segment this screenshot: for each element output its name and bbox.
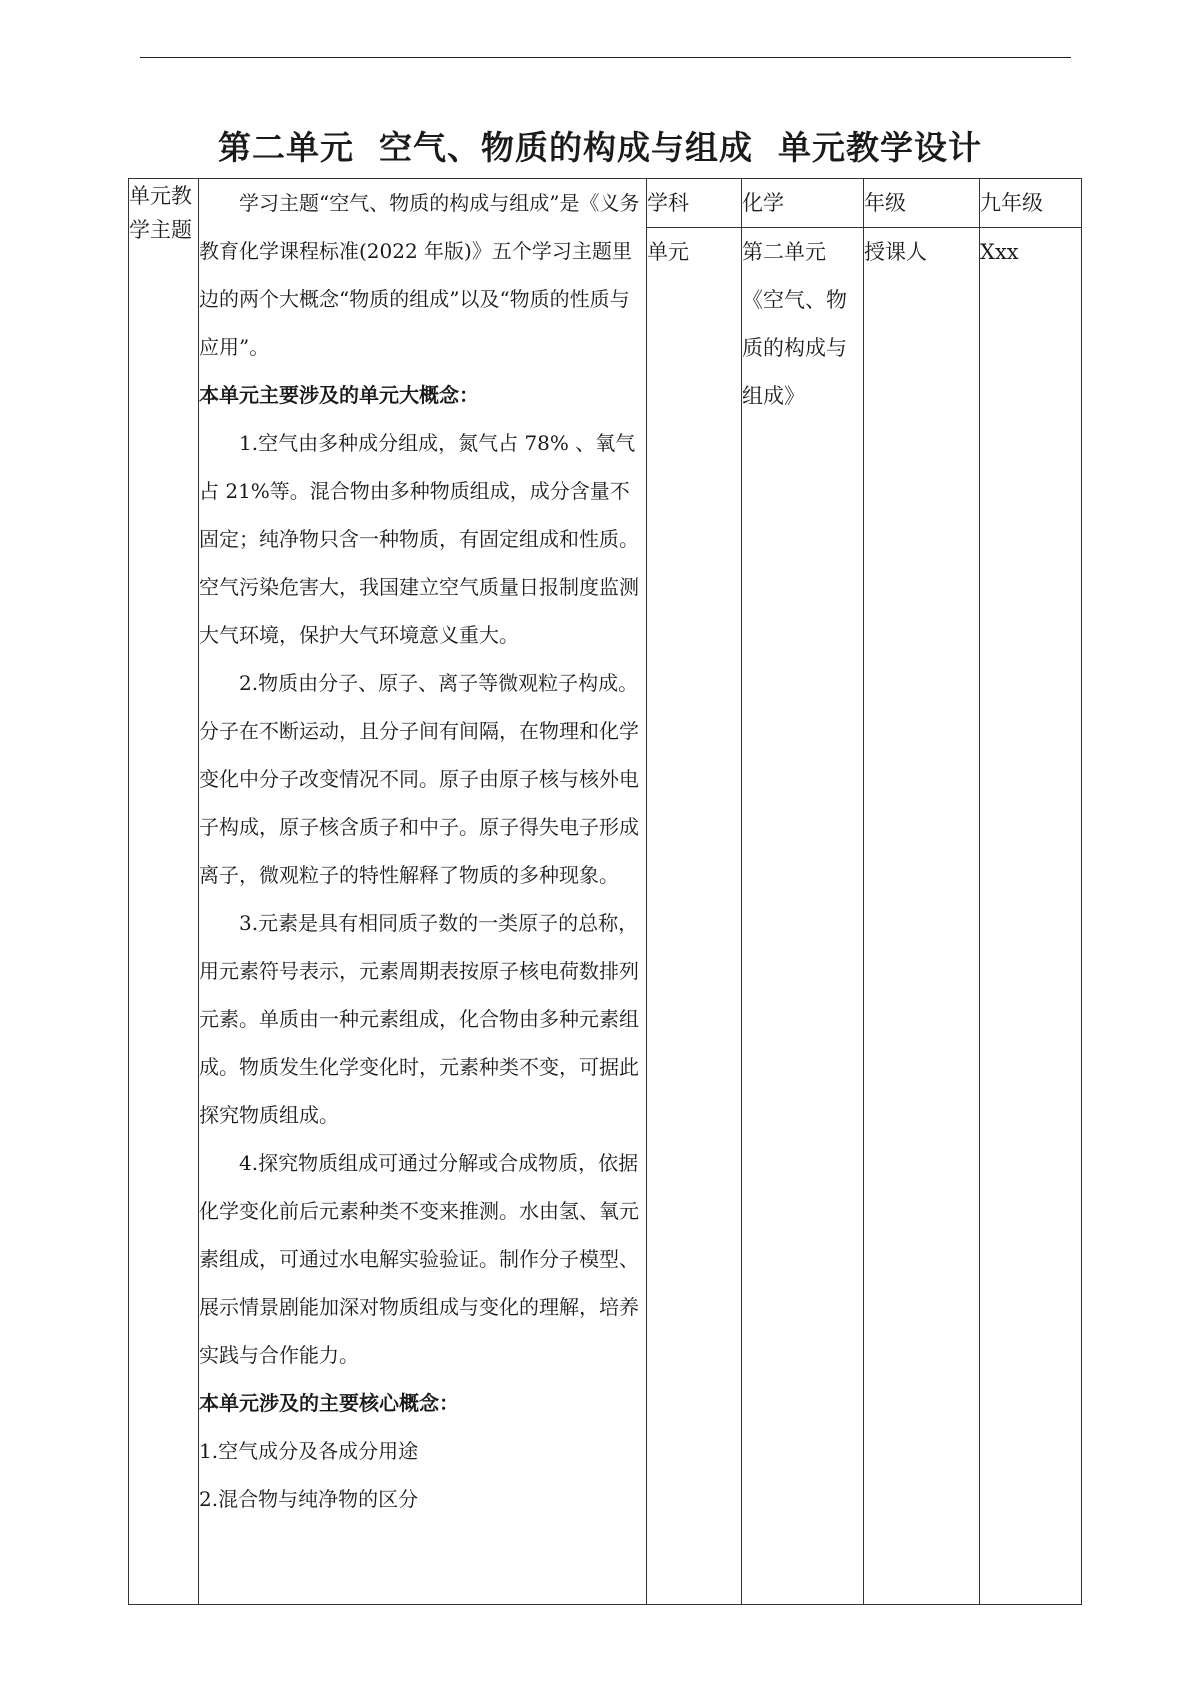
subject-label: 学科 <box>647 179 742 228</box>
core-concept-item: 1.空气成分及各成分用途 <box>199 1439 419 1463</box>
row-label: 单元教学主题 <box>129 184 192 242</box>
big-concept-item: 2.物质由分子、原子、离子等微观粒子构成。分子在不断运动，且分子间有间隔，在物理和化学变化中分子改变情况不同。原子由原子核与核外电子构成，原子核含质子和中子。原子得失电子形成离子，微观粒子的特性解释了物质的多种现象。 <box>199 671 639 887</box>
big-concept-item: 1.空气由多种成分组成，氮气占 78% 、氧气占 21%等。混合物由多种物质组成，成分含量不固定；纯净物只含一种物质，有固定组成和性质。空气污染危害大，我国建立空气质量日报制度监测大气环境，保护大气环境意义重大。 <box>199 431 639 647</box>
core-concept-item: 2.混合物与纯净物的区分 <box>199 1487 419 1511</box>
big-concept-item: 3.元素是具有相同质子数的一类原子的总称，用元素符号表示，元素周期表按原子核电荷数排列元素。单质由一种元素组成，化合物由多种元素组成。物质发生化学变化时，元素种类不变，可据此探究物质组成。 <box>199 911 639 1127</box>
unit-label: 单元 <box>647 228 742 1605</box>
unit-value: 第二单元《空气、物质的构成与组成》 <box>742 228 864 1605</box>
content-cell <box>199 179 647 1605</box>
document-title: 第二单元 空气、物质的构成与组成 单元教学设计 <box>218 128 982 167</box>
subject-value: 化学 <box>742 179 864 228</box>
intro-paragraph: 学习主题“空气、物质的构成与组成”是《义务教育化学课程标准(2022 年版)》五个学习主题里边的两个大概念“物质的组成”以及“物质的性质与应用”。 <box>199 191 640 359</box>
teacher-value: Xxx <box>980 228 1082 1605</box>
big-concept-item: 4.探究物质组成可通过分解或合成物质，依据化学变化前后元素种类不变来推测。水由氢、氧元素组成，可通过水电解实验验证。制作分子模型、展示情景剧能加深对物质组成与变化的理解，培养实践与合作能力。 <box>199 1151 639 1367</box>
grade-value: 九年级 <box>980 179 1082 228</box>
header-rule <box>140 57 1071 58</box>
grade-label: 年级 <box>864 179 980 228</box>
core-concepts-heading: 本单元涉及的主要核心概念： <box>199 1391 459 1415</box>
teacher-label: 授课人 <box>864 228 980 1605</box>
unit-design-table <box>128 178 1082 1605</box>
row-label-cell <box>129 179 199 1605</box>
big-concepts-heading: 本单元主要涉及的单元大概念： <box>199 383 479 407</box>
